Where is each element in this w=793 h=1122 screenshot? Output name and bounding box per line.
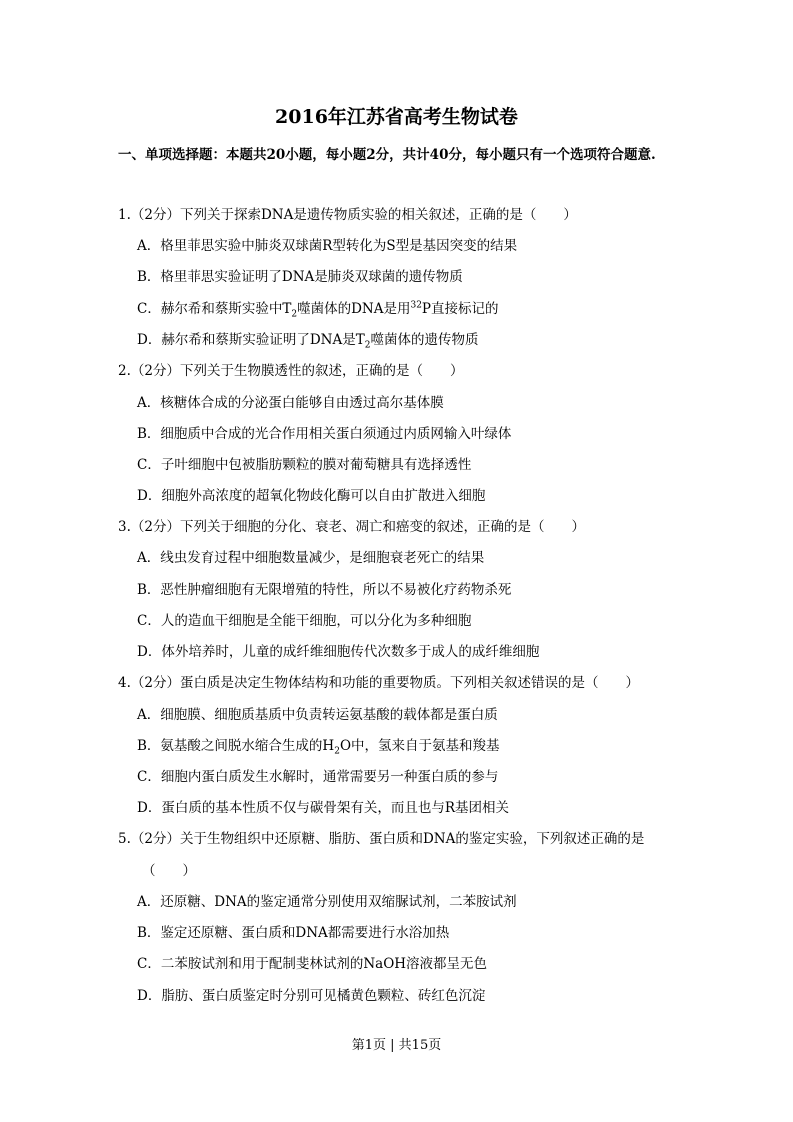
question-2-option-d: D．细胞外高浓度的超氧化物歧化酶可以自由扩散进入细胞 (137, 488, 486, 504)
question-5-option-c: C．二苯胺试剂和用于配制斐林试剂的NaOH溶液都呈无色 (137, 956, 488, 972)
question-4-stem: 4.（2分）蛋白质是决定生物体结构和功能的重要物质。下列相关叙述错误的是（ ） (118, 675, 639, 691)
option-text: D．赫尔希和蔡斯实验证明了DNA是T (137, 332, 365, 348)
superscript: 32 (410, 300, 422, 311)
question-5-option-a: A．还原糖、DNA的鉴定通常分别使用双缩脲试剂，二苯胺试剂 (137, 894, 517, 910)
question-1-option-c (137, 299, 499, 319)
option-text: 噬菌体的遗传物质 (370, 332, 479, 348)
question-2-stem: 2.（2分）下列关于生物膜透性的叙述，正确的是（ ） (118, 363, 464, 379)
question-1-option-d (137, 330, 478, 350)
option-text: 噬菌体的DNA是用 (297, 301, 411, 317)
question-4-option-d: D．蛋白质的基本性质不仅与碳骨架有关，而且也与R基团相关 (137, 800, 509, 816)
page-title: 2016年江苏省高考生物试卷 (275, 106, 518, 128)
question-4-option-c: C．细胞内蛋白质发生水解时，通常需要另一种蛋白质的参与 (137, 769, 499, 785)
question-5-option-b: B．鉴定还原糖、蛋白质和DNA都需要进行水浴加热 (137, 925, 450, 941)
subscript: 2 (334, 746, 340, 757)
question-1-option-a: A．格里菲思实验中肺炎双球菌R型转化为S型是基因突变的结果 (137, 238, 518, 254)
question-2-option-a: A．核糖体合成的分泌蛋白能够自由透过高尔基体膜 (137, 395, 444, 411)
subscript: 2 (291, 309, 298, 320)
question-3-option-c: C．人的造血干细胞是全能干细胞，可以分化为多种细胞 (137, 613, 472, 629)
section-heading: 一、单项选择题：本题共20小题，每小题2分，共计40分，每小题只有一个选项符合题意. (118, 147, 656, 163)
page-footer: 第1页 | 共15页 (351, 1038, 442, 1053)
question-3-stem: 3.（2分）下列关于细胞的分化、衰老、凋亡和癌变的叙述，正确的是（ ） (118, 519, 585, 535)
option-text: O中，氢来自于氨基和羧基 (339, 738, 500, 754)
option-text: P直接标记的 (421, 301, 499, 317)
option-text: C．赫尔希和蔡斯实验中T (137, 301, 292, 317)
question-3-option-a: A．线虫发育过程中细胞数量减少，是细胞衰老死亡的结果 (137, 550, 485, 566)
question-3-option-b: B．恶性肿瘤细胞有无限增殖的特性，所以不易被化疗药物杀死 (137, 582, 512, 598)
question-1-stem: 1.（2分）下列关于探索DNA是遗传物质实验的相关叙述，正确的是（ ） (118, 207, 577, 223)
question-4-option-b (137, 736, 500, 756)
question-5-option-d: D．脂肪、蛋白质鉴定时分别可见橘黄色颗粒、砖红色沉淀 (137, 988, 486, 1004)
subscript: 2 (364, 340, 371, 351)
question-2-option-c: C．子叶细胞中包被脂肪颗粒的膜对葡萄糖具有选择透性 (137, 457, 472, 473)
question-1-option-b: B．格里菲思实验证明了DNA是肺炎双球菌的遗传物质 (137, 269, 463, 285)
question-3-option-d: D．体外培养时，儿童的成纤维细胞传代次数多于成人的成纤维细胞 (137, 644, 540, 660)
question-5-stem-continued: （ ） (142, 863, 196, 879)
option-text: B．氨基酸之间脱水缩合生成的H (137, 738, 335, 754)
question-4-option-a: A．细胞膜、细胞质基质中负责转运氨基酸的载体都是蛋白质 (137, 707, 498, 723)
question-5-stem: 5.（2分）关于生物组织中还原糖、脂肪、蛋白质和DNA的鉴定实验，下列叙述正确的是 (118, 831, 645, 847)
question-2-option-b: B．细胞质中合成的光合作用相关蛋白须通过内质网输入叶绿体 (137, 426, 512, 442)
